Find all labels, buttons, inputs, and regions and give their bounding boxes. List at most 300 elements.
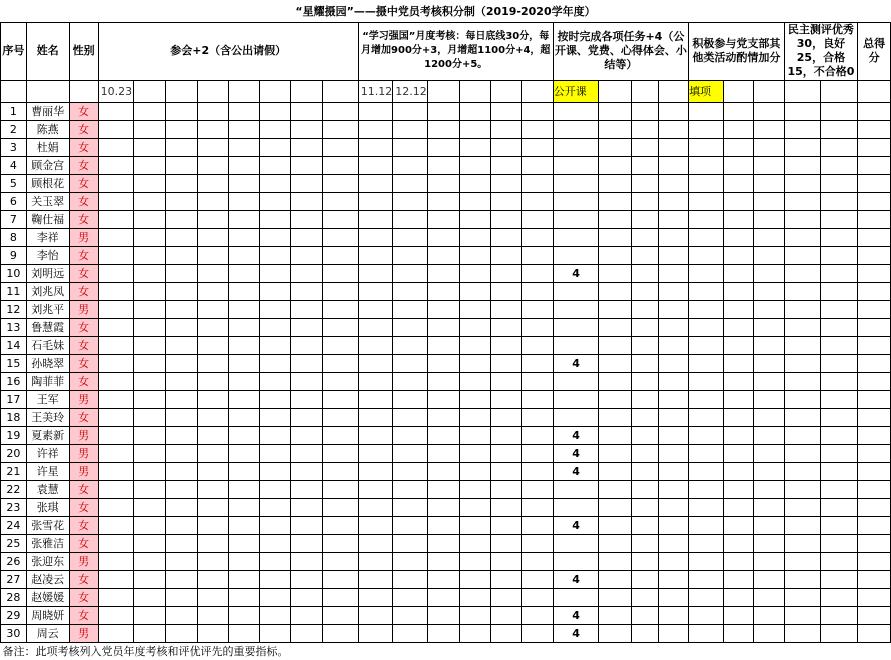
cell[interactable] bbox=[723, 624, 754, 642]
cell[interactable] bbox=[260, 408, 291, 426]
cell[interactable] bbox=[820, 174, 857, 192]
cell[interactable] bbox=[522, 624, 553, 642]
cell[interactable] bbox=[460, 516, 491, 534]
cell[interactable] bbox=[322, 588, 358, 606]
row-number-cell[interactable]: 22 bbox=[1, 480, 27, 498]
cell[interactable] bbox=[165, 498, 197, 516]
cell[interactable] bbox=[820, 300, 857, 318]
cell[interactable] bbox=[260, 264, 291, 282]
cell[interactable] bbox=[133, 372, 165, 390]
cell[interactable] bbox=[820, 462, 857, 480]
cell[interactable] bbox=[198, 426, 229, 444]
cell[interactable] bbox=[165, 534, 197, 552]
cell[interactable] bbox=[198, 282, 229, 300]
cell[interactable] bbox=[98, 228, 133, 246]
cell[interactable] bbox=[754, 534, 785, 552]
cell[interactable] bbox=[133, 552, 165, 570]
cell[interactable] bbox=[820, 588, 857, 606]
cell[interactable] bbox=[754, 408, 785, 426]
cell[interactable] bbox=[133, 318, 165, 336]
cell[interactable] bbox=[228, 444, 259, 462]
cell[interactable] bbox=[393, 246, 428, 264]
cell[interactable] bbox=[165, 408, 197, 426]
cell[interactable] bbox=[98, 174, 133, 192]
cell[interactable] bbox=[260, 588, 291, 606]
cell[interactable] bbox=[689, 318, 724, 336]
cell[interactable] bbox=[260, 606, 291, 624]
cell[interactable] bbox=[820, 336, 857, 354]
gender-cell[interactable]: 女 bbox=[69, 606, 98, 624]
cell[interactable] bbox=[784, 246, 820, 264]
cell[interactable] bbox=[98, 300, 133, 318]
cell[interactable] bbox=[428, 408, 460, 426]
row-number-cell[interactable]: 8 bbox=[1, 228, 27, 246]
cell[interactable] bbox=[460, 192, 491, 210]
cell[interactable] bbox=[490, 336, 521, 354]
name-cell[interactable]: 张迎东 bbox=[26, 552, 69, 570]
cell[interactable] bbox=[460, 318, 491, 336]
cell[interactable] bbox=[659, 390, 689, 408]
task-score-cell[interactable]: 4 bbox=[553, 516, 599, 534]
cell[interactable] bbox=[322, 246, 358, 264]
row-number-cell[interactable]: 9 bbox=[1, 246, 27, 264]
cell[interactable] bbox=[260, 282, 291, 300]
cell[interactable] bbox=[358, 570, 393, 588]
cell[interactable] bbox=[599, 570, 631, 588]
row-number-cell[interactable]: 30 bbox=[1, 624, 27, 642]
cell[interactable] bbox=[291, 570, 322, 588]
cell[interactable] bbox=[599, 318, 631, 336]
cell[interactable] bbox=[858, 426, 891, 444]
cell[interactable] bbox=[754, 588, 785, 606]
cell[interactable] bbox=[322, 354, 358, 372]
cell[interactable] bbox=[98, 192, 133, 210]
gender-cell[interactable]: 女 bbox=[69, 120, 98, 138]
cell[interactable] bbox=[460, 246, 491, 264]
cell[interactable] bbox=[428, 228, 460, 246]
cell[interactable] bbox=[393, 336, 428, 354]
cell[interactable] bbox=[599, 102, 631, 120]
cell[interactable] bbox=[393, 102, 428, 120]
cell[interactable] bbox=[522, 516, 553, 534]
cell[interactable] bbox=[490, 80, 521, 102]
cell[interactable] bbox=[599, 606, 631, 624]
cell[interactable] bbox=[490, 444, 521, 462]
cell[interactable] bbox=[631, 408, 659, 426]
cell[interactable] bbox=[198, 300, 229, 318]
name-cell[interactable]: 刘兆凤 bbox=[26, 282, 69, 300]
cell[interactable] bbox=[133, 390, 165, 408]
task-score-cell[interactable] bbox=[553, 282, 599, 300]
gender-cell[interactable]: 男 bbox=[69, 624, 98, 642]
cell[interactable] bbox=[228, 480, 259, 498]
cell[interactable] bbox=[198, 138, 229, 156]
cell[interactable] bbox=[689, 372, 724, 390]
cell[interactable] bbox=[490, 372, 521, 390]
cell[interactable] bbox=[133, 408, 165, 426]
cell[interactable] bbox=[490, 552, 521, 570]
cell[interactable] bbox=[358, 408, 393, 426]
cell[interactable] bbox=[490, 498, 521, 516]
cell[interactable] bbox=[322, 102, 358, 120]
cell[interactable] bbox=[322, 156, 358, 174]
task-score-cell[interactable] bbox=[553, 192, 599, 210]
cell[interactable] bbox=[98, 138, 133, 156]
cell[interactable] bbox=[858, 210, 891, 228]
cell[interactable] bbox=[260, 462, 291, 480]
cell[interactable] bbox=[358, 480, 393, 498]
cell[interactable] bbox=[358, 264, 393, 282]
cell[interactable] bbox=[784, 372, 820, 390]
name-cell[interactable]: 王军 bbox=[26, 390, 69, 408]
cell[interactable] bbox=[98, 426, 133, 444]
cell[interactable] bbox=[165, 606, 197, 624]
cell[interactable] bbox=[599, 480, 631, 498]
cell[interactable] bbox=[858, 498, 891, 516]
cell[interactable] bbox=[490, 300, 521, 318]
cell[interactable] bbox=[522, 210, 553, 228]
cell[interactable] bbox=[198, 264, 229, 282]
cell[interactable] bbox=[260, 426, 291, 444]
cell[interactable] bbox=[260, 80, 291, 102]
cell[interactable] bbox=[358, 372, 393, 390]
cell[interactable] bbox=[198, 498, 229, 516]
cell[interactable] bbox=[393, 210, 428, 228]
cell[interactable] bbox=[428, 570, 460, 588]
cell[interactable] bbox=[689, 606, 724, 624]
cell[interactable] bbox=[1, 80, 27, 102]
cell[interactable] bbox=[490, 624, 521, 642]
cell[interactable] bbox=[522, 282, 553, 300]
cell[interactable] bbox=[358, 552, 393, 570]
cell[interactable] bbox=[659, 354, 689, 372]
cell[interactable] bbox=[689, 552, 724, 570]
gender-cell[interactable]: 女 bbox=[69, 408, 98, 426]
cell[interactable] bbox=[393, 318, 428, 336]
cell[interactable] bbox=[393, 138, 428, 156]
cell[interactable] bbox=[754, 336, 785, 354]
cell[interactable] bbox=[198, 246, 229, 264]
cell[interactable] bbox=[358, 462, 393, 480]
cell[interactable] bbox=[228, 372, 259, 390]
cell[interactable] bbox=[260, 300, 291, 318]
cell[interactable] bbox=[393, 372, 428, 390]
cell[interactable] bbox=[260, 120, 291, 138]
cell[interactable] bbox=[260, 246, 291, 264]
cell[interactable] bbox=[599, 498, 631, 516]
cell[interactable] bbox=[428, 282, 460, 300]
cell[interactable] bbox=[754, 354, 785, 372]
cell[interactable] bbox=[820, 570, 857, 588]
cell[interactable] bbox=[260, 192, 291, 210]
cell[interactable] bbox=[228, 408, 259, 426]
cell[interactable] bbox=[358, 228, 393, 246]
gender-cell[interactable]: 女 bbox=[69, 372, 98, 390]
cell[interactable] bbox=[260, 354, 291, 372]
cell[interactable] bbox=[522, 462, 553, 480]
cell[interactable] bbox=[260, 318, 291, 336]
cell[interactable] bbox=[198, 120, 229, 138]
cell[interactable] bbox=[599, 336, 631, 354]
cell[interactable] bbox=[723, 480, 754, 498]
cell[interactable] bbox=[689, 408, 724, 426]
cell[interactable] bbox=[322, 516, 358, 534]
cell[interactable] bbox=[428, 80, 460, 102]
cell[interactable] bbox=[98, 480, 133, 498]
cell[interactable] bbox=[198, 80, 229, 102]
cell[interactable] bbox=[659, 300, 689, 318]
row-number-cell[interactable]: 11 bbox=[1, 282, 27, 300]
cell[interactable] bbox=[858, 462, 891, 480]
cell[interactable] bbox=[165, 588, 197, 606]
cell[interactable] bbox=[659, 444, 689, 462]
row-number-cell[interactable]: 1 bbox=[1, 102, 27, 120]
task-score-cell[interactable] bbox=[553, 246, 599, 264]
gender-cell[interactable]: 男 bbox=[69, 228, 98, 246]
row-number-cell[interactable]: 15 bbox=[1, 354, 27, 372]
cell[interactable] bbox=[631, 480, 659, 498]
cell[interactable] bbox=[165, 372, 197, 390]
cell[interactable] bbox=[98, 588, 133, 606]
cell[interactable] bbox=[358, 192, 393, 210]
cell[interactable] bbox=[820, 408, 857, 426]
cell[interactable] bbox=[393, 120, 428, 138]
cell[interactable] bbox=[428, 246, 460, 264]
cell[interactable] bbox=[198, 192, 229, 210]
row-number-cell[interactable]: 4 bbox=[1, 156, 27, 174]
cell[interactable] bbox=[522, 534, 553, 552]
cell[interactable] bbox=[228, 156, 259, 174]
cell[interactable] bbox=[228, 390, 259, 408]
cell[interactable] bbox=[428, 462, 460, 480]
cell[interactable] bbox=[260, 138, 291, 156]
cell[interactable] bbox=[723, 156, 754, 174]
cell[interactable] bbox=[723, 606, 754, 624]
cell[interactable] bbox=[260, 372, 291, 390]
cell[interactable] bbox=[659, 228, 689, 246]
cell[interactable] bbox=[723, 462, 754, 480]
cell[interactable] bbox=[260, 390, 291, 408]
gender-cell[interactable]: 女 bbox=[69, 570, 98, 588]
cell[interactable] bbox=[460, 282, 491, 300]
cell[interactable] bbox=[393, 534, 428, 552]
cell[interactable] bbox=[165, 336, 197, 354]
cell[interactable] bbox=[322, 80, 358, 102]
cell[interactable] bbox=[820, 480, 857, 498]
gender-cell[interactable]: 男 bbox=[69, 444, 98, 462]
cell[interactable] bbox=[754, 282, 785, 300]
cell[interactable] bbox=[631, 318, 659, 336]
cell[interactable] bbox=[659, 282, 689, 300]
cell[interactable] bbox=[858, 534, 891, 552]
cell[interactable] bbox=[522, 390, 553, 408]
cell[interactable] bbox=[631, 390, 659, 408]
cell[interactable] bbox=[98, 570, 133, 588]
cell[interactable] bbox=[723, 372, 754, 390]
cell[interactable] bbox=[858, 444, 891, 462]
cell[interactable] bbox=[784, 282, 820, 300]
cell[interactable] bbox=[490, 138, 521, 156]
cell[interactable] bbox=[165, 210, 197, 228]
row-number-cell[interactable]: 26 bbox=[1, 552, 27, 570]
cell[interactable] bbox=[631, 606, 659, 624]
cell[interactable] bbox=[522, 156, 553, 174]
cell[interactable] bbox=[393, 264, 428, 282]
task-score-cell[interactable]: 4 bbox=[553, 570, 599, 588]
cell[interactable] bbox=[428, 102, 460, 120]
name-cell[interactable]: 杜娟 bbox=[26, 138, 69, 156]
cell[interactable] bbox=[358, 606, 393, 624]
cell[interactable] bbox=[428, 480, 460, 498]
cell[interactable] bbox=[689, 462, 724, 480]
cell[interactable] bbox=[522, 80, 553, 102]
cell[interactable] bbox=[858, 390, 891, 408]
cell[interactable] bbox=[291, 228, 322, 246]
cell[interactable] bbox=[358, 390, 393, 408]
cell[interactable] bbox=[291, 282, 322, 300]
cell[interactable] bbox=[858, 120, 891, 138]
cell[interactable] bbox=[599, 444, 631, 462]
cell[interactable] bbox=[522, 588, 553, 606]
cell[interactable] bbox=[723, 318, 754, 336]
cell[interactable] bbox=[460, 102, 491, 120]
cell[interactable] bbox=[198, 552, 229, 570]
cell[interactable] bbox=[291, 318, 322, 336]
cell[interactable] bbox=[631, 354, 659, 372]
cell[interactable] bbox=[228, 174, 259, 192]
cell[interactable] bbox=[165, 552, 197, 570]
cell[interactable] bbox=[599, 372, 631, 390]
cell[interactable] bbox=[198, 372, 229, 390]
cell[interactable] bbox=[631, 336, 659, 354]
cell[interactable] bbox=[723, 426, 754, 444]
cell[interactable] bbox=[133, 606, 165, 624]
cell[interactable] bbox=[322, 282, 358, 300]
cell[interactable] bbox=[631, 246, 659, 264]
cell[interactable] bbox=[228, 120, 259, 138]
cell[interactable] bbox=[322, 174, 358, 192]
cell[interactable] bbox=[723, 138, 754, 156]
cell[interactable] bbox=[98, 444, 133, 462]
cell[interactable] bbox=[428, 318, 460, 336]
cell[interactable] bbox=[198, 588, 229, 606]
cell[interactable] bbox=[165, 480, 197, 498]
cell[interactable] bbox=[198, 480, 229, 498]
task-score-cell[interactable] bbox=[553, 120, 599, 138]
cell[interactable] bbox=[133, 480, 165, 498]
cell[interactable] bbox=[393, 624, 428, 642]
cell[interactable] bbox=[291, 552, 322, 570]
gender-cell[interactable]: 女 bbox=[69, 246, 98, 264]
cell[interactable] bbox=[599, 426, 631, 444]
cell[interactable] bbox=[228, 624, 259, 642]
gender-cell[interactable]: 男 bbox=[69, 462, 98, 480]
cell[interactable] bbox=[133, 138, 165, 156]
cell[interactable] bbox=[291, 390, 322, 408]
cell[interactable] bbox=[858, 588, 891, 606]
task-score-cell[interactable] bbox=[553, 174, 599, 192]
cell[interactable] bbox=[599, 228, 631, 246]
cell[interactable] bbox=[260, 570, 291, 588]
cell[interactable] bbox=[428, 552, 460, 570]
cell[interactable] bbox=[358, 156, 393, 174]
cell[interactable] bbox=[754, 210, 785, 228]
cell[interactable] bbox=[228, 210, 259, 228]
cell[interactable] bbox=[599, 246, 631, 264]
cell[interactable] bbox=[631, 552, 659, 570]
cell[interactable] bbox=[133, 210, 165, 228]
cell[interactable] bbox=[754, 444, 785, 462]
name-cell[interactable]: 周晓妍 bbox=[26, 606, 69, 624]
cell[interactable] bbox=[393, 462, 428, 480]
cell[interactable] bbox=[198, 534, 229, 552]
cell[interactable] bbox=[784, 192, 820, 210]
cell[interactable] bbox=[393, 390, 428, 408]
cell[interactable] bbox=[784, 354, 820, 372]
cell[interactable] bbox=[228, 318, 259, 336]
name-cell[interactable]: 周云 bbox=[26, 624, 69, 642]
cell[interactable] bbox=[393, 480, 428, 498]
cell[interactable] bbox=[228, 192, 259, 210]
name-cell[interactable]: 顾金宫 bbox=[26, 156, 69, 174]
cell[interactable] bbox=[358, 246, 393, 264]
cell[interactable] bbox=[858, 102, 891, 120]
cell[interactable] bbox=[522, 192, 553, 210]
cell[interactable] bbox=[428, 444, 460, 462]
cell[interactable] bbox=[689, 534, 724, 552]
cell[interactable] bbox=[522, 606, 553, 624]
cell[interactable] bbox=[754, 426, 785, 444]
name-cell[interactable]: 张琪 bbox=[26, 498, 69, 516]
cell[interactable] bbox=[784, 138, 820, 156]
cell[interactable] bbox=[358, 444, 393, 462]
cell[interactable] bbox=[754, 624, 785, 642]
cell[interactable] bbox=[754, 318, 785, 336]
cell[interactable] bbox=[689, 174, 724, 192]
cell[interactable] bbox=[133, 426, 165, 444]
cell[interactable] bbox=[133, 192, 165, 210]
cell[interactable] bbox=[490, 534, 521, 552]
cell[interactable] bbox=[260, 516, 291, 534]
cell[interactable] bbox=[784, 570, 820, 588]
study-date-cell[interactable]: 11.12 bbox=[358, 80, 393, 102]
cell[interactable] bbox=[291, 120, 322, 138]
cell[interactable] bbox=[133, 354, 165, 372]
cell[interactable] bbox=[858, 552, 891, 570]
cell[interactable] bbox=[784, 390, 820, 408]
row-number-cell[interactable]: 29 bbox=[1, 606, 27, 624]
cell[interactable] bbox=[98, 210, 133, 228]
name-cell[interactable]: 袁慧 bbox=[26, 480, 69, 498]
task-score-cell[interactable] bbox=[553, 552, 599, 570]
activity-item-cell[interactable]: 填项 bbox=[689, 80, 724, 102]
cell[interactable] bbox=[784, 480, 820, 498]
cell[interactable] bbox=[858, 264, 891, 282]
cell[interactable] bbox=[689, 444, 724, 462]
cell[interactable] bbox=[98, 120, 133, 138]
cell[interactable] bbox=[165, 462, 197, 480]
cell[interactable] bbox=[689, 138, 724, 156]
cell[interactable] bbox=[723, 534, 754, 552]
task-score-cell[interactable] bbox=[553, 210, 599, 228]
name-cell[interactable]: 夏素新 bbox=[26, 426, 69, 444]
cell[interactable] bbox=[490, 390, 521, 408]
row-number-cell[interactable]: 23 bbox=[1, 498, 27, 516]
cell[interactable] bbox=[460, 426, 491, 444]
cell[interactable] bbox=[689, 336, 724, 354]
cell[interactable] bbox=[754, 156, 785, 174]
task-score-cell[interactable]: 4 bbox=[553, 354, 599, 372]
